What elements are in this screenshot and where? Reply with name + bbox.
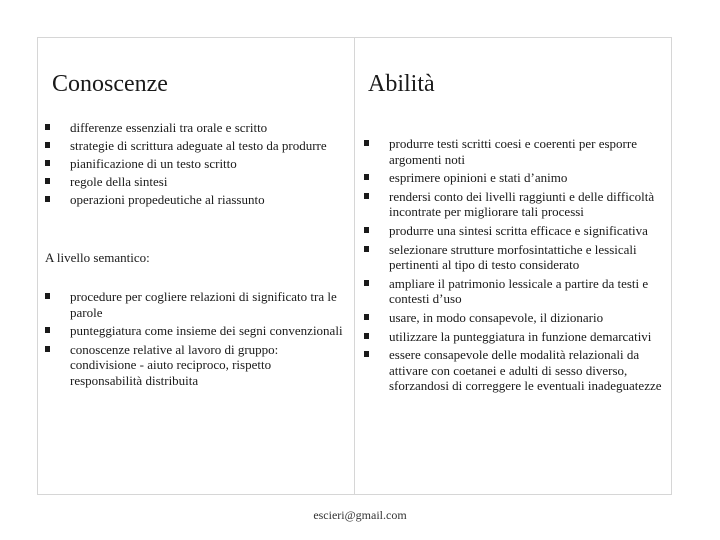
square-bullet-icon: [45, 178, 50, 184]
conoscenze-list: [45, 120, 345, 210]
list-item: [45, 138, 345, 154]
list-item: [364, 347, 672, 394]
square-bullet-icon: [364, 314, 369, 320]
footer-email: escieri@gmail.com: [313, 508, 407, 522]
column-divider: [354, 37, 355, 495]
heading-conoscenze: Conoscenze: [52, 71, 168, 97]
square-bullet-icon: [364, 351, 369, 357]
list-item-text: conoscenze relative al lavoro di gruppo: condivisione - aiuto reciproco, rispetto responsabilità distribuita: [70, 341, 279, 388]
list-item-text: ampliare il patrimonio lessicale a partire da testi e contesti d’uso: [389, 275, 649, 307]
list-item: [45, 289, 345, 320]
square-bullet-icon: [364, 174, 369, 180]
list-item-text: operazioni propedeutiche al riassunto: [70, 192, 265, 208]
list-item-text: rendersi conto dei livelli raggiunti e delle difficoltà incontrate per migliorare tali processi: [389, 188, 655, 220]
list-item-text: utilizzare la punteggiatura in funzione demarcativi: [389, 328, 652, 344]
square-bullet-icon: [364, 246, 369, 252]
list-item: [45, 323, 345, 339]
list-item: [45, 174, 345, 190]
square-bullet-icon: [364, 140, 369, 146]
list-item: [45, 156, 345, 172]
list-item: [364, 242, 672, 273]
list-item-text: usare, in modo consapevole, il dizionario: [389, 309, 604, 325]
square-bullet-icon: [364, 227, 369, 233]
list-item-text: differenze essenziali tra orale e scritto: [70, 120, 268, 135]
list-item-text: pianificazione di un testo scritto: [70, 156, 237, 172]
semantic-list: [45, 289, 345, 392]
square-bullet-icon: [364, 193, 369, 199]
list-item: [364, 189, 672, 220]
list-item-text: regole della sintesi: [70, 174, 168, 190]
square-bullet-icon: [45, 293, 50, 299]
abilita-list: [364, 136, 672, 397]
semantic-level-label: A livello semantico:: [45, 250, 150, 265]
list-item: [364, 223, 672, 239]
square-bullet-icon: [364, 333, 369, 339]
list-item: [364, 136, 672, 167]
square-bullet-icon: [45, 196, 50, 202]
list-item-text: produrre una sintesi scritta efficace e significativa: [389, 222, 648, 238]
list-item-text: esprimere opinioni e stati d’animo: [389, 170, 568, 186]
list-item-text: produrre testi scritti coesi e coerenti per esporre argomenti noti: [389, 136, 637, 167]
list-item: [364, 170, 672, 186]
square-bullet-icon: [364, 280, 369, 286]
list-item: [45, 192, 345, 208]
square-bullet-icon: [45, 142, 50, 148]
square-bullet-icon: [45, 160, 50, 166]
list-item: [45, 342, 345, 389]
list-item-text: essere consapevole delle modalità relazionali da attivare con coetanei e adulti di sesso diverso, sforzandosi di correggere le eventuali inadeguatezze: [389, 347, 662, 394]
list-item: [364, 276, 672, 307]
square-bullet-icon: [45, 327, 50, 333]
list-item-text: procedure per cogliere relazioni di significato tra le parole: [70, 289, 337, 320]
list-item-text: strategie di scrittura adeguate al testo da produrre: [70, 138, 327, 154]
square-bullet-icon: [45, 346, 50, 352]
list-item: [364, 310, 672, 326]
list-item-text: selezionare strutture morfosintattiche e lessicali pertinenti al tipo di testo considerato: [389, 241, 637, 273]
list-item: [364, 329, 672, 345]
heading-abilita: Abilità: [368, 71, 435, 97]
list-item-text: punteggiatura come insieme dei segni convenzionali: [70, 323, 343, 339]
list-item: [45, 120, 345, 136]
square-bullet-icon: [45, 124, 50, 130]
